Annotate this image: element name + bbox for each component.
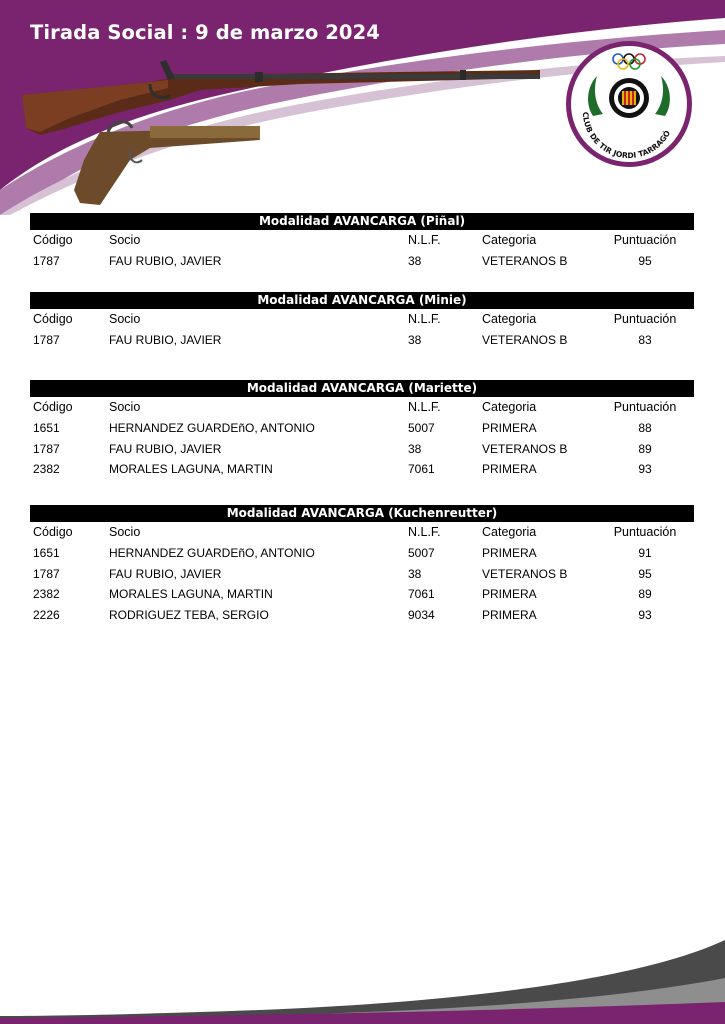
table-row [30,330,694,351]
section-title: Modalidad AVANCARGA (Kuchenreutter) [30,505,694,522]
cell-categoria: PRIMERA [482,587,537,602]
table-row [30,584,694,605]
cell-codigo: 1787 [33,254,60,268]
cell-puntuacion: 83 [638,333,652,347]
cell-socio: FAU RUBIO, JAVIER [109,254,222,268]
cell-categoria: VETERANOS B [482,254,568,268]
cell-nlf: 38 [408,333,422,347]
table-row [30,439,694,460]
cell-nlf: 5007 [408,421,435,435]
cell-categoria: PRIMERA [482,546,537,560]
col-categoria-header: Categoria [482,400,537,414]
col-puntuacion-header: Puntuación [613,312,677,326]
cell-puntuacion: 88 [638,421,652,435]
cell-socio: RODRIGUEZ TEBA, SERGIO [109,608,269,623]
table-row [30,459,694,480]
cell-codigo: 2382 [33,587,60,602]
cell-socio: FAU RUBIO, JAVIER [109,441,222,456]
cell-codigo: 1787 [33,441,60,456]
cell-nlf: 38 [408,566,422,581]
table-row [30,543,694,564]
cell-codigo: 2382 [33,462,60,477]
cell-codigo: 1787 [33,333,60,347]
cell-categoria: VETERANOS B [482,333,568,347]
col-socio-header: Socio [109,233,141,247]
section-title: Modalidad AVANCARGA (Minie) [30,292,694,309]
cell-socio: FAU RUBIO, JAVIER [109,566,222,581]
col-nlf-header: N.L.F. [408,312,441,326]
col-categoria-header: Categoria [482,233,537,247]
col-socio-header: Socio [109,400,141,414]
club-logo [563,34,693,174]
cell-nlf: 7061 [408,587,435,602]
cell-socio: FAU RUBIO, JAVIER [109,333,222,347]
cell-nlf: 7061 [408,462,435,477]
col-puntuacion-header: Puntuación [613,233,677,247]
section-mariette [30,380,694,480]
cell-puntuacion: 89 [638,441,652,456]
page-title: Tirada Social : 9 de marzo 2024 [30,21,380,44]
cell-codigo: 1651 [33,421,60,435]
cell-categoria: PRIMERA [482,608,537,623]
cell-puntuacion: 89 [638,587,652,602]
col-codigo-header: Código [33,233,73,247]
cell-categoria: PRIMERA [482,421,537,435]
col-nlf-header: N.L.F. [408,233,441,247]
col-nlf-header: N.L.F. [408,525,441,539]
col-codigo-header: Código [33,400,73,414]
table-header [30,230,694,251]
col-nlf-header: N.L.F. [408,400,441,414]
table-row [30,251,694,272]
table-row [30,418,694,439]
cell-nlf: 38 [408,441,422,456]
footer-banner [0,930,725,1024]
section-kuchenreutter [30,505,694,626]
cell-puntuacion: 91 [638,546,652,560]
cell-socio: HERNANDEZ GUARDEñO, ANTONIO [109,421,315,435]
cell-categoria: VETERANOS B [482,441,568,456]
table-header [30,309,694,330]
col-puntuacion-header: Puntuación [613,525,677,539]
cell-categoria: PRIMERA [482,462,537,477]
col-socio-header: Socio [109,312,141,326]
cell-socio: HERNANDEZ GUARDEñO, ANTONIO [109,546,315,560]
cell-puntuacion: 95 [638,566,652,581]
section-pinal [30,213,694,272]
club-name-text: CLUB DE TIR JORDI TARRAGÓ [580,111,673,161]
col-codigo-header: Código [33,525,73,539]
cell-socio: MORALES LAGUNA, MARTIN [109,462,273,477]
table-header [30,522,694,543]
col-categoria-header: Categoria [482,312,537,326]
section-minie [30,292,694,351]
cell-socio: MORALES LAGUNA, MARTIN [109,587,273,602]
cell-nlf: 38 [408,254,422,268]
section-title: Modalidad AVANCARGA (Mariette) [30,380,694,397]
cell-codigo: 2226 [33,608,60,623]
col-puntuacion-header: Puntuación [613,400,677,414]
table-row [30,605,694,626]
cell-codigo: 1651 [33,546,60,560]
col-codigo-header: Código [33,312,73,326]
target-icon [609,78,649,118]
cell-puntuacion: 93 [638,462,652,477]
cell-nlf: 5007 [408,546,435,560]
cell-codigo: 1787 [33,566,60,581]
cell-puntuacion: 93 [638,608,652,623]
pistol-image [74,122,260,205]
col-categoria-header: Categoria [482,525,537,539]
section-title: Modalidad AVANCARGA (Piñal) [30,213,694,230]
table-row [30,564,694,585]
table-header [30,397,694,418]
cell-nlf: 9034 [408,608,435,623]
cell-categoria: VETERANOS B [482,566,568,581]
cell-puntuacion: 95 [638,254,652,268]
col-socio-header: Socio [109,525,141,539]
